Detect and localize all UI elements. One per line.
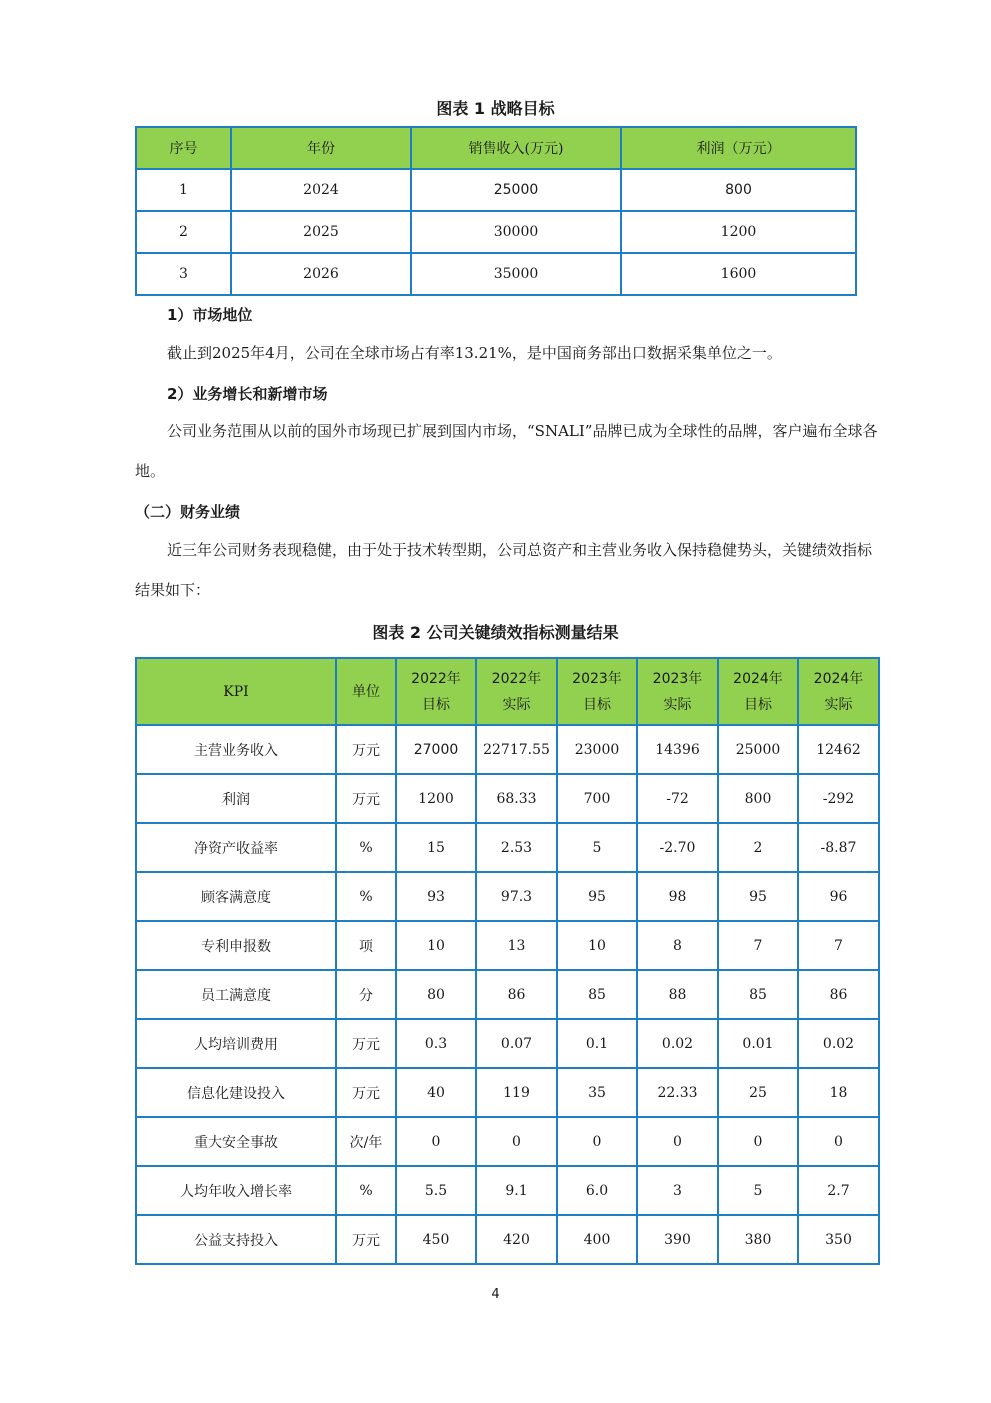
kpi-name-cell: 顾客满意度: [136, 872, 336, 921]
table-row: [136, 725, 879, 774]
business-growth-text: 公司业务范围从以前的国外市场现已扩展到国内市场，“SNALI”品牌已成为全球性的品牌，客户遍布全球各地。: [135, 422, 878, 480]
table2-caption: 图表 2 公司关键绩效指标测量结果: [372, 623, 619, 642]
value-cell: 12462: [798, 725, 879, 774]
unit-cell: 项: [336, 921, 396, 970]
unit-cell: 次/年: [336, 1117, 396, 1166]
value-cell: 2: [718, 823, 798, 872]
kpi-results-table: [135, 657, 880, 1265]
unit-cell: 万元: [336, 1019, 396, 1068]
value-cell: 22717.55: [476, 725, 557, 774]
value-cell: -72: [637, 774, 718, 823]
kpi-name-cell: 信息化建设投入: [136, 1068, 336, 1117]
table-cell: 2: [136, 211, 231, 253]
value-cell: 5: [557, 823, 637, 872]
kpi-name-cell: 人均培训费用: [136, 1019, 336, 1068]
value-cell: 0: [557, 1117, 637, 1166]
table-cell: 1: [136, 169, 231, 211]
kpi-name-cell: 专利申报数: [136, 921, 336, 970]
market-position-text: 截止到2025年4月，公司在全球市场占有率13.21%，是中国商务部出口数据采集单位之一。: [167, 344, 782, 362]
value-cell: 0.01: [718, 1019, 798, 1068]
business-growth-heading: 2）业务增长和新增市场: [167, 385, 328, 403]
table-cell: 2026: [231, 253, 411, 295]
value-cell: 0.02: [798, 1019, 879, 1068]
value-cell: 0.1: [557, 1019, 637, 1068]
table-row: [136, 169, 856, 211]
table-row: [136, 1166, 879, 1215]
value-cell: 40: [396, 1068, 476, 1117]
kpi-name-cell: 公益支持投入: [136, 1215, 336, 1264]
value-cell: 14396: [637, 725, 718, 774]
value-cell: -8.87: [798, 823, 879, 872]
value-cell: 0.3: [396, 1019, 476, 1068]
market-position-heading: 1）市场地位: [167, 306, 253, 324]
table-cell: 3: [136, 253, 231, 295]
table1-header-cell: 序号: [136, 127, 231, 169]
value-cell: 86: [798, 970, 879, 1019]
value-cell: 85: [557, 970, 637, 1019]
unit-cell: %: [336, 1166, 396, 1215]
value-cell: 400: [557, 1215, 637, 1264]
value-cell: 86: [476, 970, 557, 1019]
table-row: [136, 1215, 879, 1264]
value-cell: 420: [476, 1215, 557, 1264]
value-cell: 95: [718, 872, 798, 921]
value-cell: -292: [798, 774, 879, 823]
table-row: [136, 1117, 879, 1166]
kpi-name-cell: 净资产收益率: [136, 823, 336, 872]
table-row: [136, 872, 879, 921]
value-cell: 96: [798, 872, 879, 921]
value-cell: 450: [396, 1215, 476, 1264]
table1-caption: 图表 1 战略目标: [436, 99, 555, 118]
kpi-name-cell: 利润: [136, 774, 336, 823]
value-cell: 0: [798, 1117, 879, 1166]
table-row: [136, 970, 879, 1019]
table1-header-cell: 利润（万元）: [621, 127, 856, 169]
unit-cell: 万元: [336, 725, 396, 774]
financial-performance-text: 近三年公司财务表现稳健，由于处于技术转型期，公司总资产和主营业务收入保持稳健势头，关键绩效指标结果如下：: [135, 541, 873, 599]
value-cell: -2.70: [637, 823, 718, 872]
value-cell: 0: [476, 1117, 557, 1166]
table2-header-cell: 2023年 目标: [557, 658, 637, 725]
value-cell: 0: [637, 1117, 718, 1166]
value-cell: 380: [718, 1215, 798, 1264]
table-row: [136, 1068, 879, 1117]
table-row: [136, 921, 879, 970]
table-row: [136, 823, 879, 872]
table-cell: 800: [621, 169, 856, 211]
table-cell: 30000: [411, 211, 621, 253]
kpi-name-cell: 主营业务收入: [136, 725, 336, 774]
unit-cell: 万元: [336, 1215, 396, 1264]
table1-header-row: [136, 127, 856, 169]
value-cell: 25: [718, 1068, 798, 1117]
kpi-table-body: [136, 725, 879, 1264]
kpi-name-cell: 重大安全事故: [136, 1117, 336, 1166]
value-cell: 5.5: [396, 1166, 476, 1215]
unit-cell: 万元: [336, 1068, 396, 1117]
value-cell: 0.02: [637, 1019, 718, 1068]
value-cell: 1200: [396, 774, 476, 823]
value-cell: 5: [718, 1166, 798, 1215]
table2-header-cell: 2022年 目标: [396, 658, 476, 725]
value-cell: 98: [637, 872, 718, 921]
unit-cell: %: [336, 823, 396, 872]
value-cell: 700: [557, 774, 637, 823]
value-cell: 95: [557, 872, 637, 921]
value-cell: 68.33: [476, 774, 557, 823]
page-number: 4: [491, 1287, 500, 1302]
table-row: [136, 211, 856, 253]
value-cell: 3: [637, 1166, 718, 1215]
table-cell: 2024: [231, 169, 411, 211]
table1-header-cell: 年份: [231, 127, 411, 169]
value-cell: 350: [798, 1215, 879, 1264]
value-cell: 0: [396, 1117, 476, 1166]
value-cell: 23000: [557, 725, 637, 774]
table1-header-cell: 销售收入(万元): [411, 127, 621, 169]
value-cell: 85: [718, 970, 798, 1019]
table2-header-cell: 2023年 实际: [637, 658, 718, 725]
kpi-name-cell: 员工满意度: [136, 970, 336, 1019]
table-cell: 25000: [411, 169, 621, 211]
value-cell: 15: [396, 823, 476, 872]
table-cell: 1200: [621, 211, 856, 253]
value-cell: 88: [637, 970, 718, 1019]
value-cell: 80: [396, 970, 476, 1019]
value-cell: 25000: [718, 725, 798, 774]
value-cell: 10: [557, 921, 637, 970]
value-cell: 9.1: [476, 1166, 557, 1215]
unit-cell: 万元: [336, 774, 396, 823]
table2-header-cell: 2022年 实际: [476, 658, 557, 725]
value-cell: 97.3: [476, 872, 557, 921]
unit-cell: %: [336, 872, 396, 921]
value-cell: 35: [557, 1068, 637, 1117]
value-cell: 22.33: [637, 1068, 718, 1117]
value-cell: 10: [396, 921, 476, 970]
value-cell: 6.0: [557, 1166, 637, 1215]
table-cell: 35000: [411, 253, 621, 295]
value-cell: 8: [637, 921, 718, 970]
table2-header-cell: 2024年 实际: [798, 658, 879, 725]
table-row: [136, 1019, 879, 1068]
value-cell: 93: [396, 872, 476, 921]
kpi-name-cell: 人均年收入增长率: [136, 1166, 336, 1215]
value-cell: 18: [798, 1068, 879, 1117]
table-cell: 2025: [231, 211, 411, 253]
value-cell: 7: [718, 921, 798, 970]
unit-cell: 分: [336, 970, 396, 1019]
value-cell: 119: [476, 1068, 557, 1117]
strategic-goals-table: [135, 126, 857, 296]
value-cell: 2.53: [476, 823, 557, 872]
value-cell: 0.07: [476, 1019, 557, 1068]
value-cell: 390: [637, 1215, 718, 1264]
table2-header-cell: KPI: [136, 658, 336, 725]
value-cell: 7: [798, 921, 879, 970]
table-cell: 1600: [621, 253, 856, 295]
value-cell: 800: [718, 774, 798, 823]
value-cell: 27000: [396, 725, 476, 774]
value-cell: 2.7: [798, 1166, 879, 1215]
table2-header-cell: 2024年 目标: [718, 658, 798, 725]
value-cell: 13: [476, 921, 557, 970]
table-row: [136, 774, 879, 823]
value-cell: 0: [718, 1117, 798, 1166]
table2-header-row: [136, 658, 879, 725]
table2-header-cell: 单位: [336, 658, 396, 725]
financial-performance-heading: （二）财务业绩: [135, 503, 241, 521]
table-row: [136, 253, 856, 295]
